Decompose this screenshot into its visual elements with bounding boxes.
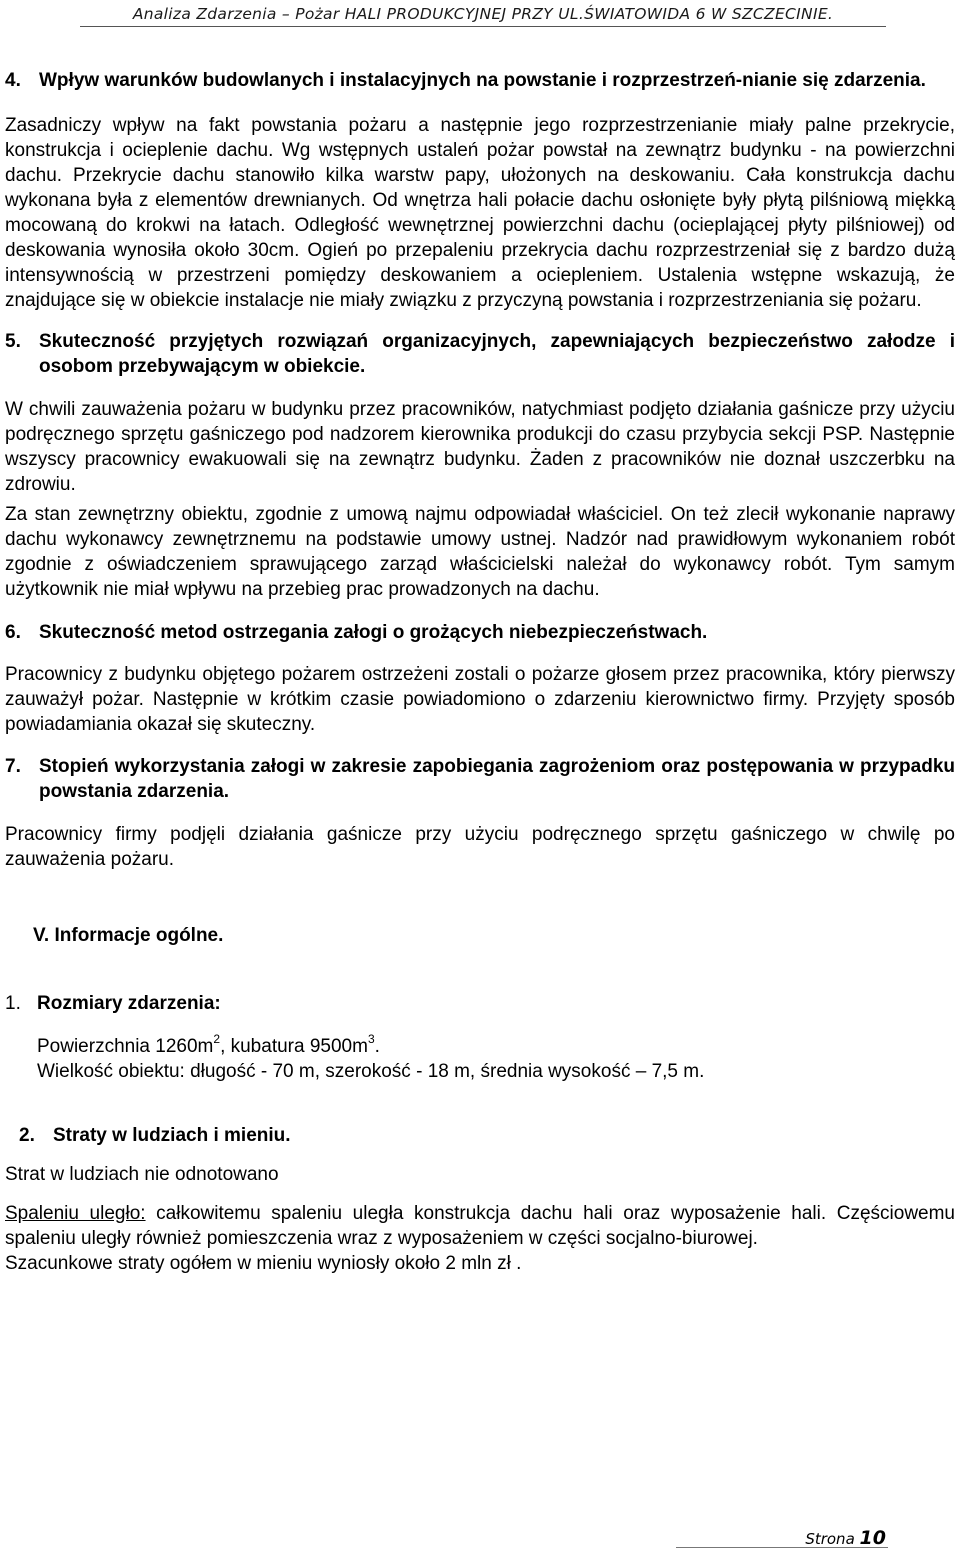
subsection-2-heading <box>5 1123 955 1148</box>
period: . <box>374 1036 380 1057</box>
document-body <box>5 68 955 1276</box>
section-number: 4. <box>5 70 21 91</box>
section-number: 5. <box>5 331 21 352</box>
section-title: Wpływ warunków budowlanych i instalacyjnych na powstanie i rozprzestrzeń-nianie się zdarzenia. <box>39 70 926 91</box>
area-volume-line <box>5 1031 955 1059</box>
subsection-title: Straty w ludziach i mieniu. <box>53 1125 291 1146</box>
section-7-heading <box>5 754 955 804</box>
section-4-body: Zasadniczy wpływ na fakt powstania pożaru a następnie jego rozprzestrzenianie miały palne przekrycie, konstrukcja i ocieplenie dachu. Wg wstępnych ustaleń pożar powstał na zewnątrz budynku - na powierzchni dachu. Przekrycie dachu stanowiło kilka warstw papy, ułożonych na deskowaniu. Cała konstrukcja dachu wykonana była z elementów drewnianych. Od wnętrza hali połacie dachu osłonięte były płytą pilśniową miękką mocowaną do krokwi na łatach. Odległość wewnętrznej powierzchni dachu (ocieplającej płyty pilśniowej) od deskowania wynosiła około 30cm. Ogień po przepaleniu przekrycia dachu rozprzestrzeniał się z bardzo dużą intensywnością w przestrzeni pomiędzy deskowaniem a ociepleniem. Ustalenia wstępne wskazują, że znajdujące się w obiekcie instalacje nie miały związku z przyczyną powstania i rozprzestrzeniania się pożaru. <box>5 115 955 311</box>
page-value: 10 <box>859 1527 886 1549</box>
section-5-paragraph-1: W chwili zauważenia pożaru w budynku przez pracowników, natychmiast podjęto działania gaśnicze przy użyciu podręcznego sprzętu gaśniczego pod nadzorem kierownika produkcji do czasu przybycia sekcji PSP. Następnie wszyscy pracownicy ewakuowali się na zewnątrz budynku. Żaden z pracowników nie doznał uszczerbku na zdrowiu. <box>5 399 955 495</box>
volume-exponent: 3 <box>367 1031 375 1046</box>
damage-label: Spaleniu uległo: <box>5 1203 146 1224</box>
page-number <box>805 1529 886 1548</box>
section-number: 7. <box>5 756 21 777</box>
page-header: Analiza Zdarzenia – Pożar HALI PRODUKCYJNEJ PRZY UL.ŚWIATOWIDA 6 W SZCZECINIE. <box>132 5 834 23</box>
estimated-losses-text: Szacunkowe straty ogółem w mieniu wyniosły około 2 mln zł . <box>5 1253 522 1274</box>
section-5-heading <box>5 329 955 379</box>
human-losses-text: Strat w ludziach nie odnotowano <box>5 1164 279 1185</box>
damage-description: całkowitemu spaleniu uległa konstrukcja dachu hali oraz wyposażenie hali. Częściowemu spaleniu uległy również pomieszczenia wraz z wyposażeniem w części socjalno-biurowej. <box>5 1203 955 1249</box>
subsection-number: 1. <box>5 993 21 1014</box>
property-damage-text <box>5 1201 955 1251</box>
section-title: Skuteczność przyjętych rozwiązań organizacyjnych, zapewniających bezpieczeństwo załodze i osobom przebywającym w obiekcie. <box>39 331 955 377</box>
section-title: Skuteczność metod ostrzegania załogi o grożących niebezpieczeństwach. <box>39 622 708 643</box>
area-exponent: 2 <box>213 1031 221 1046</box>
section-5-paragraph-2: Za stan zewnętrzny obiektu, zgodnie z umową najmu odpowiadał właściciel. On też zlecił wykonanie naprawy dachu wykonawcy zewnętrznemu na podstawie umowy ustnej. Nadzór nad prawidłowym wykonaniem robót zgodnie z oświadczeniem sprawującego zarząd właścicielski należał do wykonawcy robót. Tym samym użytkownik nie miał wpływu na przebieg prac prowadzonych na dachu. <box>5 504 955 600</box>
subsection-title: Rozmiary zdarzenia: <box>37 993 221 1014</box>
page-label: Strona <box>805 1530 855 1548</box>
section-6-heading <box>5 620 955 645</box>
area-text: Powierzchnia 1260m <box>37 1036 214 1057</box>
section-6-body: Pracownicy z budynku objętego pożarem ostrzeżeni zostali o pożarze głosem przez pracownika, który pierwszy zauważył pożar. Następnie w krótkim czasie powiadomiono o zdarzeniu kierownictwo firmy. Przyjęty sposób powiadamiania okazał się skuteczny. <box>5 664 955 735</box>
part-title: V. Informacje ogólne. <box>33 925 224 946</box>
volume-text: , kubatura 9500m <box>220 1036 368 1057</box>
header-divider <box>80 26 886 27</box>
part-v-heading <box>5 923 955 948</box>
subsection-number: 2. <box>19 1125 35 1146</box>
section-4-heading <box>5 68 955 93</box>
section-number: 6. <box>5 622 21 643</box>
section-7-body: Pracownicy firmy podjęli działania gaśnicze przy użyciu podręcznego sprzętu gaśniczego w chwilę po zauważenia pożaru. <box>5 824 955 870</box>
subsection-1-heading <box>5 991 955 1016</box>
object-size-line: Wielkość obiektu: długość - 70 m, szerokość - 18 m, średnia wysokość – 7,5 m. <box>37 1061 705 1082</box>
section-title: Stopień wykorzystania załogi w zakresie zapobiegania zagrożeniom oraz postępowania w przypadku powstania zdarzenia. <box>39 756 955 802</box>
